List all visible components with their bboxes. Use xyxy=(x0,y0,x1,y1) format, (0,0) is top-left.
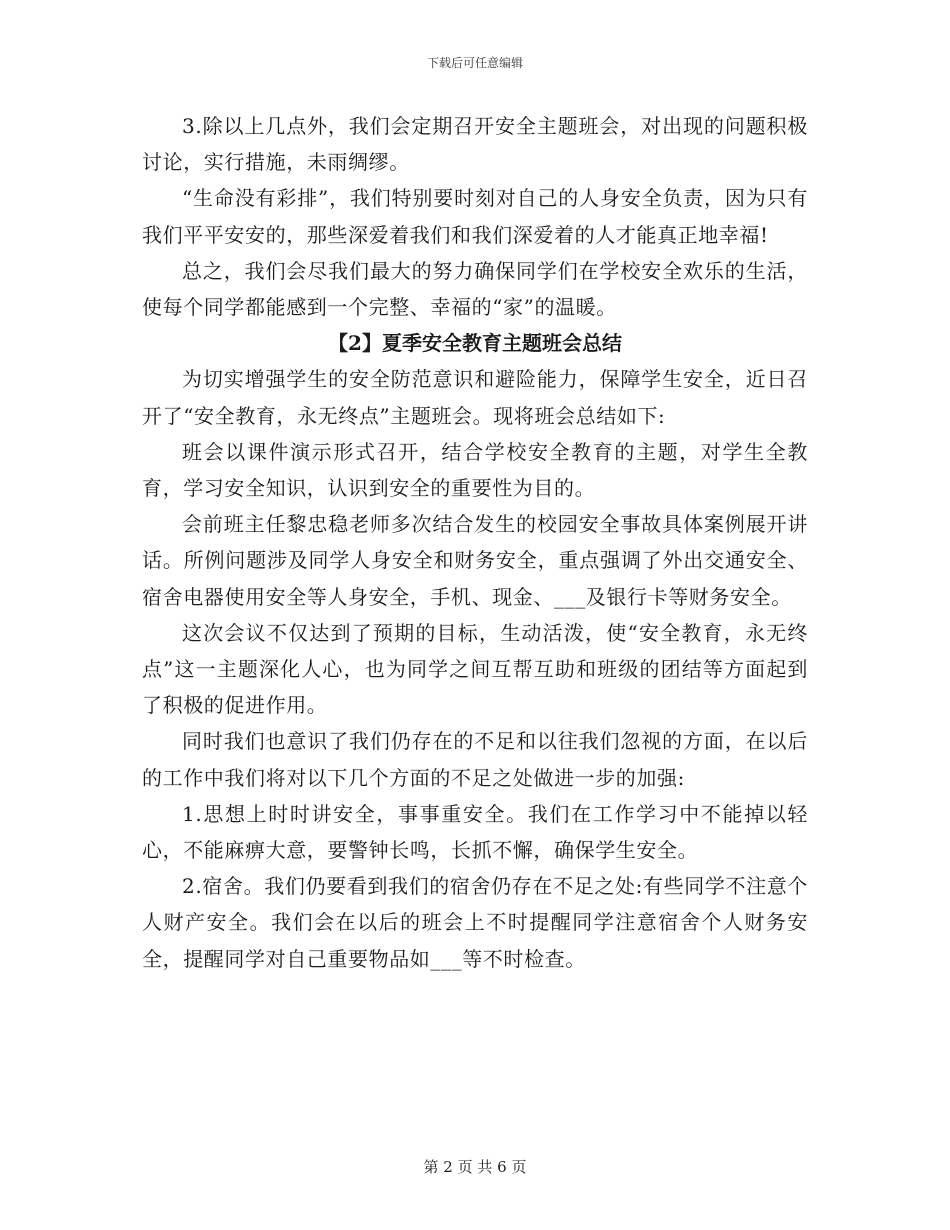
paragraph: 会前班主任黎忠稳老师多次结合发生的校园安全事故具体案例展开讲话。所例问题涉及同学人身安全和财务安全，重点强调了外出交通安全、宿舍电器使用安全等人身安全，手机、现金、___及银行卡等财务安全。 xyxy=(142,512,808,609)
paragraph: “生命没有彩排”，我们特别要时刻对自己的人身安全负责，因为只有我们平平安安的，那些深爱着我们和我们深爱着的人才能真正地幸福! xyxy=(142,186,808,247)
paragraph: 总之，我们会尽我们最大的努力确保同学们在学校安全欢乐的生活，使每个同学都能感到一个完整、幸福的“家”的温暖。 xyxy=(142,258,808,320)
section-heading: 【2】夏季安全教育主题班会总结 xyxy=(328,331,622,356)
page-header: 下载后可任意编辑 xyxy=(426,56,523,70)
paragraph: 这次会议不仅达到了预期的目标，生动活泼，使“安全教育，永无终点”这一主题深化人心，也为同学之间互帮互助和班级的团结等方面起到了积极的促进作用。 xyxy=(142,620,808,718)
paragraph: 班会以课件演示形式召开，结合学校安全教育的主题，对学生全教育，学习安全知识，认识到安全的重要性为目的。 xyxy=(142,439,808,501)
page-footer: 第 2 页 共 6 页 xyxy=(423,1158,527,1176)
paragraph: 2.宿舍。我们仍要看到我们的宿舍仍存在不足之处:有些同学不注意个人财产安全。我们会在以后的班会上不时提醒同学注意宿舍个人财务安全，提醒同学对自己重要物品如___等不时检查。 xyxy=(142,874,808,971)
paragraph: 1.思想上时时讲安全，事事重安全。我们在工作学习中不能掉以轻心，不能麻痹大意，要警钟长鸣，长抓不懈，确保学生安全。 xyxy=(142,801,808,863)
document-body xyxy=(142,108,808,977)
paragraph: 3.除以上几点外，我们会定期召开安全主题班会，对出现的问题积极讨论，实行措施，未雨绸缪。 xyxy=(142,114,808,175)
paragraph: 同时我们也意识了我们仍存在的不足和以往我们忽视的方面，在以后的工作中我们将对以下几个方面的不足之处做进一步的加强: xyxy=(142,729,808,790)
paragraph: 为切实增强学生的安全防范意识和避险能力，保障学生安全，近日召开了“安全教育，永无终点”主题班会。现将班会总结如下: xyxy=(142,367,808,428)
